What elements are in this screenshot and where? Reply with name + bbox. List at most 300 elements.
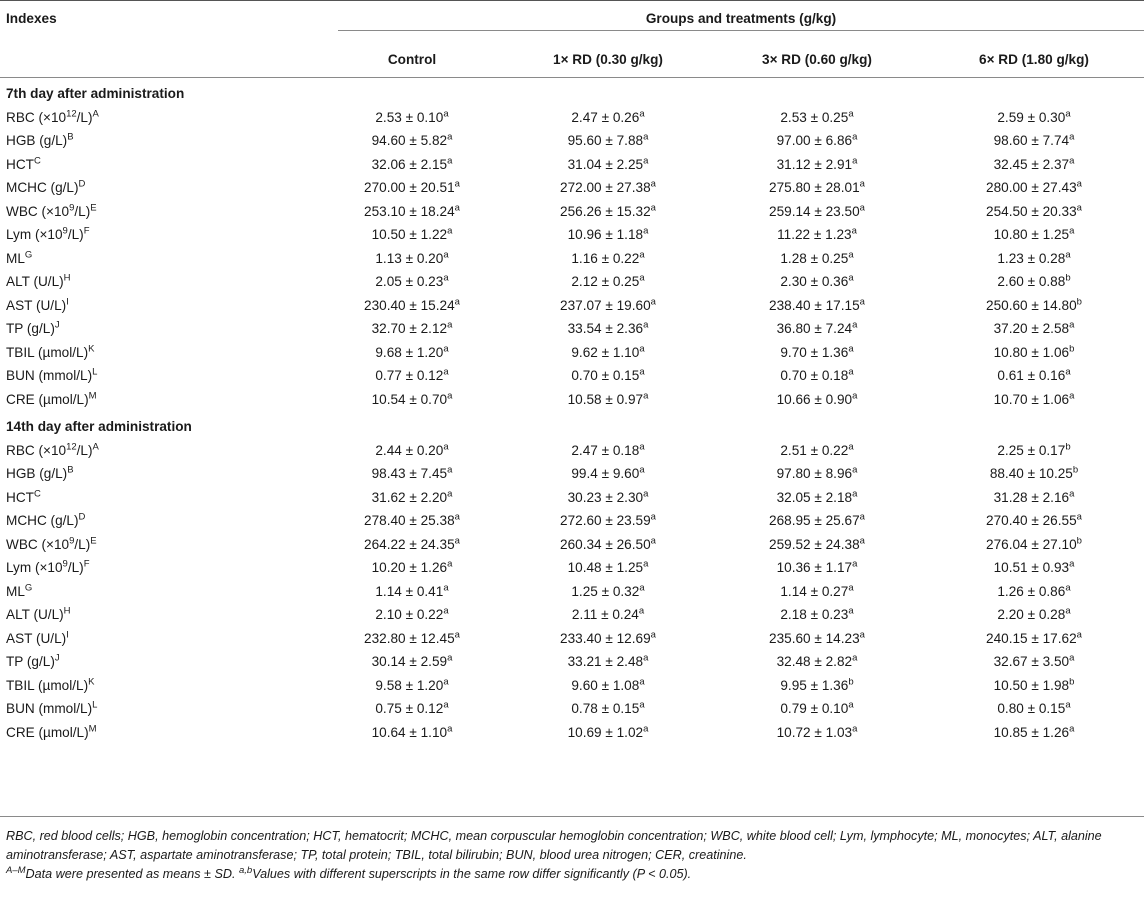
- row-label-text: Lym (×10: [6, 560, 63, 576]
- row-label-unit: /L): [76, 442, 93, 458]
- cell-value: 10.54 ± 0.70: [371, 391, 448, 407]
- cell-significance-mark: a: [639, 366, 645, 378]
- row-label: [0, 176, 318, 200]
- cell-value: 98.60 ± 7.74: [993, 133, 1070, 149]
- cell-value: 230.40 ± 15.24: [364, 297, 455, 313]
- row-label-footnote-mark: D: [78, 178, 86, 190]
- cell-significance-mark: a: [650, 629, 656, 641]
- cell-value: 10.70 ± 1.06: [993, 391, 1070, 407]
- cell-value: 260.34 ± 26.50: [560, 536, 651, 552]
- row-label: [0, 603, 318, 627]
- cell-significance-mark: a: [643, 131, 649, 143]
- cell-value: 1.14 ± 0.27: [780, 583, 849, 599]
- table-cell: [318, 486, 506, 510]
- cell-value: 88.40 ± 10.25: [989, 466, 1073, 482]
- cell-value: 1.16 ± 0.22: [571, 250, 640, 266]
- row-label-footnote-mark: M: [88, 390, 97, 402]
- cell-significance-mark: a: [643, 558, 649, 570]
- footnote-sup-range: A–M: [6, 864, 26, 876]
- row-label-footnote-mark: F: [83, 225, 90, 237]
- table-cell: [506, 223, 710, 247]
- cell-significance-mark: a: [848, 605, 854, 617]
- cell-value: 270.40 ± 26.55: [986, 513, 1077, 529]
- cell-value: 0.70 ± 0.18: [780, 368, 849, 384]
- cell-value: 1.13 ± 0.20: [375, 250, 444, 266]
- cell-significance-mark: a: [639, 249, 645, 261]
- row-label-footnote-mark: C: [33, 155, 41, 167]
- cell-value: 10.36 ± 1.17: [776, 560, 853, 576]
- row-label-footnote-mark: K: [88, 343, 95, 355]
- table-cell: [924, 603, 1144, 627]
- cell-significance-mark: a: [639, 699, 645, 711]
- cell-value: 1.25 ± 0.32: [571, 583, 640, 599]
- row-label-footnote-mark: A: [92, 441, 99, 453]
- table-cell: [318, 129, 506, 153]
- table-cell: [924, 200, 1144, 224]
- row-label-footnote-mark: D: [78, 511, 86, 523]
- cell-value: 0.77 ± 0.12: [375, 368, 444, 384]
- cell-value: 31.28 ± 2.16: [993, 489, 1070, 505]
- table-cell: [318, 650, 506, 674]
- cell-value: 2.44 ± 0.20: [375, 442, 444, 458]
- row-label-footnote-mark: G: [24, 582, 33, 594]
- table-cell: [318, 247, 506, 271]
- table-row: [0, 153, 1144, 177]
- cell-value: 278.40 ± 25.38: [364, 513, 455, 529]
- table-cell: [924, 129, 1144, 153]
- table-cell: [506, 462, 710, 486]
- table-cell: [924, 388, 1144, 412]
- cell-significance-mark: a: [447, 652, 453, 664]
- cell-significance-mark: a: [443, 343, 449, 355]
- cell-significance-mark: a: [1069, 558, 1075, 570]
- row-label-footnote-mark: F: [83, 558, 90, 570]
- table-cell: [318, 580, 506, 604]
- cell-value: 10.66 ± 0.90: [776, 391, 853, 407]
- header-column: Control: [387, 51, 437, 67]
- table-cell: [506, 153, 710, 177]
- cell-significance-mark: a: [443, 441, 449, 453]
- row-label-text: TBIL (µmol/L): [6, 677, 89, 693]
- row-label-text: HGB (g/L): [6, 466, 68, 482]
- row-label-unit: /L): [74, 203, 91, 219]
- table-cell: [318, 176, 506, 200]
- table-cell: [318, 223, 506, 247]
- cell-significance-mark: a: [638, 605, 645, 617]
- cell-value: 10.72 ± 1.03: [776, 724, 853, 740]
- row-label-footnote-mark: G: [24, 249, 33, 261]
- cell-significance-mark: a: [443, 605, 449, 617]
- cell-significance-mark: a: [1069, 131, 1075, 143]
- table-cell: [506, 317, 710, 341]
- cell-significance-mark: a: [1069, 652, 1075, 664]
- table-row: [0, 129, 1144, 153]
- cell-significance-mark: b: [848, 676, 854, 688]
- row-label: [0, 556, 318, 580]
- table-row: [0, 462, 1144, 486]
- table-cell: [506, 580, 710, 604]
- row-label-footnote-mark: M: [88, 723, 97, 735]
- cell-significance-mark: a: [1065, 366, 1071, 378]
- table-cell: [506, 294, 710, 318]
- cell-value: 233.40 ± 12.69: [560, 630, 651, 646]
- table-row: [0, 200, 1144, 224]
- cell-value: 0.75 ± 0.12: [375, 701, 444, 717]
- row-label-footnote-mark: J: [54, 319, 60, 331]
- row-label-exponent: 12: [66, 108, 77, 120]
- table-cell: [506, 556, 710, 580]
- cell-value: 2.47 ± 0.18: [571, 442, 640, 458]
- cell-significance-mark: b: [1072, 464, 1079, 476]
- cell-significance-mark: a: [859, 296, 865, 308]
- row-label: [0, 200, 318, 224]
- cell-value: 9.70 ± 1.36: [780, 344, 849, 360]
- row-label-text: CRE (µmol/L): [6, 724, 89, 740]
- footnote-sup-ab: a,b: [238, 864, 253, 876]
- cell-value: 259.52 ± 24.38: [769, 536, 860, 552]
- cell-significance-mark: a: [454, 629, 460, 641]
- cell-significance-mark: a: [643, 390, 649, 402]
- table-cell: [924, 153, 1144, 177]
- cell-value: 36.80 ± 7.24: [776, 321, 853, 337]
- table-cell: [318, 341, 506, 365]
- cell-value: 30.23 ± 2.30: [567, 489, 644, 505]
- table-cell: [924, 223, 1144, 247]
- table-cell: [924, 341, 1144, 365]
- cell-significance-mark: a: [852, 723, 858, 735]
- cell-significance-mark: a: [848, 108, 854, 120]
- table-cell: [710, 650, 924, 674]
- cell-significance-mark: a: [1069, 488, 1075, 500]
- table-cell: [318, 153, 506, 177]
- row-label-footnote-mark: E: [90, 202, 97, 214]
- table-row: [0, 439, 1144, 463]
- cell-value: 280.00 ± 27.43: [986, 180, 1077, 196]
- row-label-text: AST (U/L): [6, 297, 67, 313]
- cell-significance-mark: a: [1065, 605, 1071, 617]
- cell-significance-mark: a: [643, 652, 649, 664]
- row-label-footnote-mark: E: [90, 535, 97, 547]
- cell-value: 275.80 ± 28.01: [769, 180, 860, 196]
- table-row: [0, 674, 1144, 698]
- cell-significance-mark: a: [650, 511, 656, 523]
- cell-value: 259.14 ± 23.50: [769, 203, 860, 219]
- table-cell: [924, 106, 1144, 130]
- row-label: [0, 674, 318, 698]
- table-cell: [710, 580, 924, 604]
- cell-significance-mark: a: [447, 390, 453, 402]
- table-cell: [710, 462, 924, 486]
- row-label-text: BUN (mmol/L): [6, 701, 93, 717]
- table-cell: [506, 439, 710, 463]
- table-cell: [710, 533, 924, 557]
- cell-significance-mark: a: [848, 699, 854, 711]
- section-title: 7th day after administration: [6, 86, 185, 102]
- row-label-footnote-mark: L: [92, 366, 98, 378]
- table-cell: [506, 247, 710, 271]
- cell-value: 30.14 ± 2.59: [371, 654, 448, 670]
- cell-value: 276.04 ± 27.10: [986, 536, 1077, 552]
- cell-significance-mark: a: [852, 464, 858, 476]
- cell-significance-mark: a: [650, 202, 656, 214]
- table-cell: [710, 388, 924, 412]
- table-cell: [318, 721, 506, 745]
- cell-significance-mark: a: [443, 249, 449, 261]
- cell-value: 99.4 ± 9.60: [571, 466, 640, 482]
- table-cell: [506, 603, 710, 627]
- row-label-text: ML: [6, 583, 25, 599]
- cell-value: 270.00 ± 20.51: [364, 180, 455, 196]
- footnote-notes: [6, 865, 1144, 884]
- table-cell: [318, 317, 506, 341]
- table-cell: [710, 176, 924, 200]
- cell-value: 10.58 ± 0.97: [567, 391, 644, 407]
- table-cell: [318, 200, 506, 224]
- cell-significance-mark: a: [443, 699, 449, 711]
- cell-significance-mark: a: [650, 296, 656, 308]
- cell-significance-mark: a: [859, 202, 865, 214]
- cell-significance-mark: a: [1065, 249, 1071, 261]
- table-cell: [710, 364, 924, 388]
- table-cell: [318, 439, 506, 463]
- table-cell: [506, 533, 710, 557]
- table-cell: [710, 439, 924, 463]
- cell-significance-mark: a: [1076, 629, 1082, 641]
- header-groups-label: Groups and treatments (g/kg): [338, 11, 1144, 31]
- cell-significance-mark: a: [454, 511, 460, 523]
- cell-value: 0.80 ± 0.15: [997, 701, 1066, 717]
- cell-value: 98.43 ± 7.45: [371, 466, 448, 482]
- cell-significance-mark: a: [447, 155, 453, 167]
- table-cell: [924, 556, 1144, 580]
- cell-significance-mark: a: [443, 582, 449, 594]
- cell-significance-mark: a: [848, 366, 854, 378]
- cell-value: 32.70 ± 2.12: [371, 321, 448, 337]
- row-label-unit: /L): [67, 560, 84, 576]
- row-label: [0, 697, 318, 721]
- row-label-footnote-mark: B: [67, 464, 74, 476]
- cell-value: 2.30 ± 0.36: [780, 274, 849, 290]
- cell-value: 0.70 ± 0.15: [571, 368, 640, 384]
- table-cell: [924, 509, 1144, 533]
- cell-significance-mark: b: [1076, 535, 1082, 547]
- cell-value: 37.20 ± 2.58: [993, 321, 1070, 337]
- table-cell: [506, 129, 710, 153]
- table-cell: [710, 294, 924, 318]
- cell-significance-mark: a: [639, 272, 645, 284]
- cell-significance-mark: a: [859, 629, 865, 641]
- cell-significance-mark: a: [1069, 225, 1075, 237]
- cell-value: 32.05 ± 2.18: [776, 489, 853, 505]
- table-row: [0, 317, 1144, 341]
- row-label: [0, 462, 318, 486]
- cell-value: 2.53 ± 0.25: [780, 109, 849, 125]
- table-cell: [710, 129, 924, 153]
- header-column: 1× RD (0.30 g/kg): [553, 51, 663, 67]
- table-cell: [318, 533, 506, 557]
- table-cell: [924, 294, 1144, 318]
- row-label: [0, 364, 318, 388]
- cell-significance-mark: a: [650, 178, 656, 190]
- header-column: 6× RD (1.80 g/kg): [979, 51, 1089, 67]
- cell-significance-mark: a: [1065, 699, 1071, 711]
- cell-significance-mark: a: [643, 488, 649, 500]
- cell-significance-mark: a: [1076, 511, 1082, 523]
- row-label-text: HCT: [6, 156, 34, 172]
- row-label: [0, 650, 318, 674]
- table-cell: [506, 697, 710, 721]
- table-cell: [710, 603, 924, 627]
- table-row: [0, 223, 1144, 247]
- cell-value: 2.10 ± 0.22: [375, 607, 444, 623]
- table-cell: [318, 106, 506, 130]
- row-label-text: WBC (×10: [6, 203, 70, 219]
- row-label-text: RBC (×10: [6, 442, 67, 458]
- row-label: [0, 129, 318, 153]
- row-label-text: MCHC (g/L): [6, 513, 79, 529]
- table-cell: [318, 509, 506, 533]
- table-cell: [710, 270, 924, 294]
- cell-significance-mark: a: [639, 441, 645, 453]
- cell-value: 10.50 ± 1.98: [993, 677, 1070, 693]
- row-label-footnote-mark: K: [88, 676, 95, 688]
- table-cell: [506, 721, 710, 745]
- cell-value: 9.68 ± 1.20: [375, 344, 444, 360]
- table-cell: [506, 106, 710, 130]
- cell-significance-mark: a: [454, 535, 460, 547]
- table-cell: [924, 462, 1144, 486]
- cell-value: 2.25 ± 0.17: [997, 442, 1066, 458]
- cell-value: 2.53 ± 0.10: [375, 109, 444, 125]
- table-cell: [924, 721, 1144, 745]
- cell-value: 10.80 ± 1.25: [993, 227, 1070, 243]
- table-cell: [506, 200, 710, 224]
- table-cell: [318, 294, 506, 318]
- cell-significance-mark: a: [859, 178, 865, 190]
- cell-significance-mark: a: [852, 319, 858, 331]
- table-cell: [924, 627, 1144, 651]
- row-label-exponent: 9: [69, 202, 75, 214]
- cell-value: 250.60 ± 14.80: [986, 297, 1077, 313]
- row-label: [0, 317, 318, 341]
- cell-significance-mark: a: [643, 225, 649, 237]
- row-label-text: ALT (U/L): [6, 607, 64, 623]
- cell-value: 2.11 ± 0.24: [571, 607, 639, 623]
- table-cell: [710, 247, 924, 271]
- row-label: [0, 533, 318, 557]
- row-label-footnote-mark: L: [92, 699, 98, 711]
- cell-value: 10.96 ± 1.18: [567, 227, 644, 243]
- cell-value: 1.14 ± 0.41: [375, 583, 444, 599]
- row-label: [0, 509, 318, 533]
- table-row: [0, 388, 1144, 412]
- table-cell: [318, 556, 506, 580]
- cell-significance-mark: a: [447, 131, 453, 143]
- table-cell: [924, 697, 1144, 721]
- cell-value: 97.00 ± 6.86: [776, 133, 853, 149]
- cell-value: 272.60 ± 23.59: [560, 513, 651, 529]
- table-cell: [506, 486, 710, 510]
- cell-value: 10.51 ± 0.93: [993, 560, 1070, 576]
- table-cell: [924, 533, 1144, 557]
- cell-value: 2.05 ± 0.23: [375, 274, 444, 290]
- table-cell: [318, 388, 506, 412]
- cell-significance-mark: a: [1065, 108, 1071, 120]
- footnote-sig-note: Values with different superscripts in the same row differ significantly (P < 0.05).: [252, 867, 692, 881]
- cell-value: 1.26 ± 0.86: [997, 583, 1066, 599]
- table-cell: [924, 364, 1144, 388]
- table-cell: [318, 270, 506, 294]
- cell-value: 32.48 ± 2.82: [776, 654, 853, 670]
- cell-significance-mark: a: [447, 488, 453, 500]
- cell-significance-mark: a: [639, 582, 645, 594]
- table-row: [0, 533, 1144, 557]
- table-cell: [710, 509, 924, 533]
- table-row: [0, 270, 1144, 294]
- table-cell: [924, 580, 1144, 604]
- cell-significance-mark: a: [852, 652, 858, 664]
- cell-value: 254.50 ± 20.33: [986, 203, 1077, 219]
- footnote-abbreviations: RBC, red blood cells; HGB, hemoglobin concentration; HCT, hematocrit; MCHC, mean corpuscular hemoglobin concentration; WBC, white blood cell; Lym, lymphocyte; ML, monocytes; ALT, alanine aminotransferase; AST, aspartate aminotransferase; TP, total protein; TBIL, total bilirubin; BUN, blood urea nitrogen; CER, creatinine.: [6, 829, 1102, 862]
- cell-value: 33.54 ± 2.36: [567, 321, 644, 337]
- cell-significance-mark: a: [639, 343, 645, 355]
- row-label-text: HCT: [6, 489, 34, 505]
- cell-value: 2.20 ± 0.28: [997, 607, 1066, 623]
- table-row: [0, 364, 1144, 388]
- cell-value: 33.21 ± 2.48: [567, 654, 644, 670]
- cell-value: 10.85 ± 1.26: [993, 724, 1070, 740]
- row-label: [0, 153, 318, 177]
- cell-significance-mark: b: [1065, 272, 1071, 284]
- cell-significance-mark: a: [447, 723, 453, 735]
- cell-value: 2.59 ± 0.30: [997, 109, 1066, 125]
- cell-value: 232.80 ± 12.45: [364, 630, 455, 646]
- row-label: [0, 294, 318, 318]
- cell-value: 10.48 ± 1.25: [567, 560, 644, 576]
- table-row: [0, 486, 1144, 510]
- table-cell: [924, 674, 1144, 698]
- table-body: [0, 78, 1144, 745]
- table-cell: [710, 200, 924, 224]
- row-label-text: HGB (g/L): [6, 133, 68, 149]
- cell-significance-mark: a: [848, 582, 854, 594]
- cell-significance-mark: a: [447, 558, 453, 570]
- cell-significance-mark: a: [454, 178, 460, 190]
- row-label: [0, 270, 318, 294]
- cell-value: 31.12 ± 2.91: [776, 156, 853, 172]
- row-label-footnote-mark: H: [63, 272, 71, 284]
- cell-value: 2.60 ± 0.88: [997, 274, 1066, 290]
- row-label-text: WBC (×10: [6, 536, 70, 552]
- row-label-exponent: 9: [69, 535, 75, 547]
- cell-value: 9.95 ± 1.36: [780, 677, 849, 693]
- table-cell: [318, 627, 506, 651]
- row-label-footnote-mark: I: [66, 629, 69, 641]
- table-cell: [318, 603, 506, 627]
- row-label: [0, 388, 318, 412]
- section-header-row: [0, 411, 1144, 439]
- cell-value: 235.60 ± 14.23: [769, 630, 860, 646]
- table-row: [0, 580, 1144, 604]
- section-header-row: [0, 78, 1144, 106]
- table-row: [0, 176, 1144, 200]
- cell-significance-mark: a: [639, 464, 645, 476]
- cell-value: 2.18 ± 0.23: [780, 607, 849, 623]
- table-cell: [924, 270, 1144, 294]
- table-cell: [506, 388, 710, 412]
- row-label-unit: /L): [67, 227, 84, 243]
- table-cell: [924, 317, 1144, 341]
